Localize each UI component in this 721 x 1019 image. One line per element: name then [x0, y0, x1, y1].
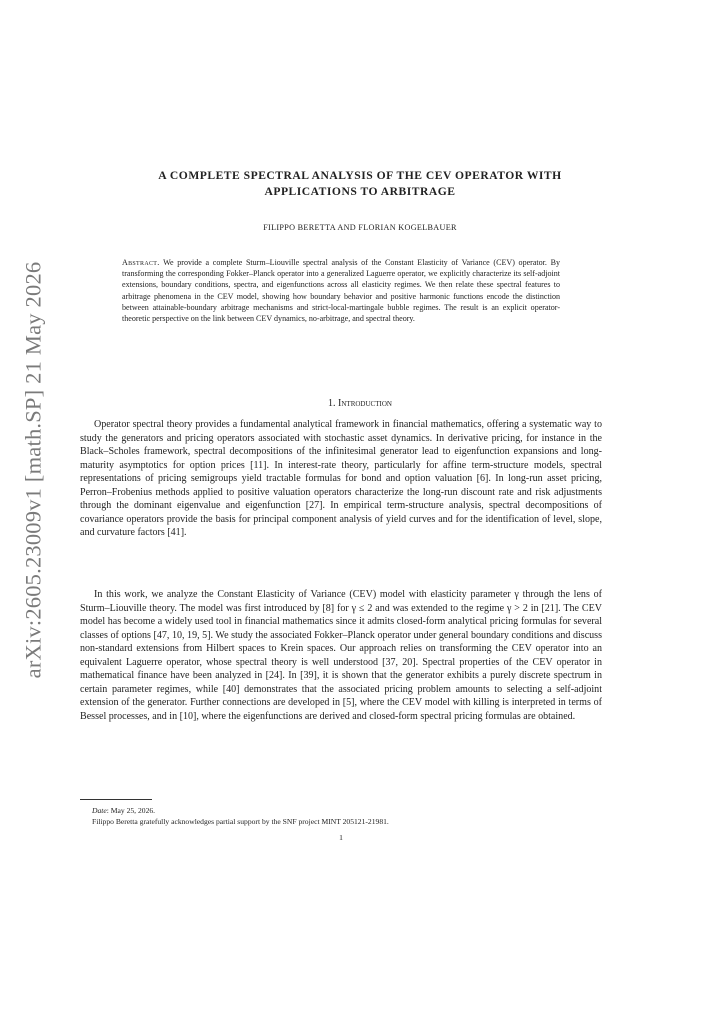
section-heading [80, 398, 640, 409]
section-number: 1. [328, 398, 336, 409]
abstract-block [122, 257, 560, 324]
paper-authors: FILIPPO BERETTA AND FLORIAN KOGELBAUER [263, 223, 457, 232]
footnote-acknowledgment: Filippo Beretta gratefully acknowledges partial support by the SNF project MINT 205121-21981. [92, 817, 389, 826]
arxiv-side-stamp [18, 261, 48, 679]
abstract-label: Abstract. [122, 258, 160, 267]
footnote-date-label: Date [92, 806, 107, 815]
footnotes-block [80, 805, 602, 827]
intro-paragraph-1: Operator spectral theory provides a fundamental analytical framework in financial mathematics, offering a systematic way to study the generators and pricing operators associated with stochastic asset dynamics. In derivative pricing, for instance in the Black–Scholes framework, spectral decompositions of the infinitesimal generator lead to eigenfunction expansions and long-maturity asymptotics for option prices [11]. In interest-rate theory, particularly for affine term-structure models, spectral representations of pricing semigroups yield tractable formulas for bond and option valuation [6]. In long-run asset pricing, Perron–Frobenius methods applied to positive valuation operators characterize the long-run discount rate and risk adjustments through the dominant eigenvalue and eigenfunction [27]. In empirical term-structure analysis, spectral decompositions of covariance operators provide the basis for principal component analysis of yield curves and for the identification of level, slope, and curvature factors [41]. [80, 419, 602, 539]
intro-paragraph-2: In this work, we analyze the Constant Elasticity of Variance (CEV) model with elasticity parameter γ through the lens of Sturm–Liouville theory. The model was first introduced by [8] for γ ≤ 2 and was extended to the regime γ > 2 in [21]. The CEV model has become a widely used tool in financial mathematics since it admits closed-form analytical pricing formulas for several classes of options [47, 10, 19, 5]. We study the associated Fokker–Planck operator under general boundary conditions and discuss non-standard extensions from Hilbert spaces to Krein spaces. Our approach relies on transforming the CEV operator into an equivalent Laguerre operator, whose spectral theory is well understood [37, 20]. Spectral properties of the CEV operator in mathematical finance have been analyzed in [24]. In [39], it is shown that the generator exhibits a purely discrete spectrum in certain parameter regimes, while [40] demonstrates that the associated pricing problem amounts to selecting a self-adjoint extension of the generator. Further connections are developed in [5], where the CEV model with killing is interpreted in terms of Bessel processes, and in [10], where the eigenfunctions are derived and closed-form spectral pricing formulas are obtained. [80, 589, 602, 722]
paper-title-line-2: APPLICATIONS TO ARBITRAGE [264, 185, 456, 198]
abstract-text: We provide a complete Sturm–Liouville spectral analysis of the Constant Elasticity of Variance (CEV) operator. By transforming the corresponding Fokker–Planck operator into a generalized Laguerre operator, we explicitly characterize its self-adjoint extensions, boundary conditions, spectra, and eigenfunctions across all elasticity regimes. We then relate these spectral features to arbitrage phenomena in the CEV model, showing how boundary behavior and positive harmonic functions encode the distinction between attainable-boundary arbitrage mechanisms and strict-local-martingale bubble regimes. The result is an explicit operator-theoretic perspective on the link between CEV dynamics, no-arbitrage, and spectral theory. [122, 258, 560, 324]
paper-title [80, 168, 640, 200]
footnote-date [80, 805, 602, 816]
footnote-date-value: : May 25, 2026. [106, 806, 156, 815]
arxiv-identifier: arXiv:2605.23009v1 [math.SP] 21 May 2026 [20, 261, 46, 679]
page-number: 1 [339, 833, 343, 842]
section-title: Introduction [338, 398, 392, 409]
footnote-rule [80, 799, 152, 800]
paper-title-line-1: A COMPLETE SPECTRAL ANALYSIS OF THE CEV OPERATOR WITH [158, 169, 562, 182]
